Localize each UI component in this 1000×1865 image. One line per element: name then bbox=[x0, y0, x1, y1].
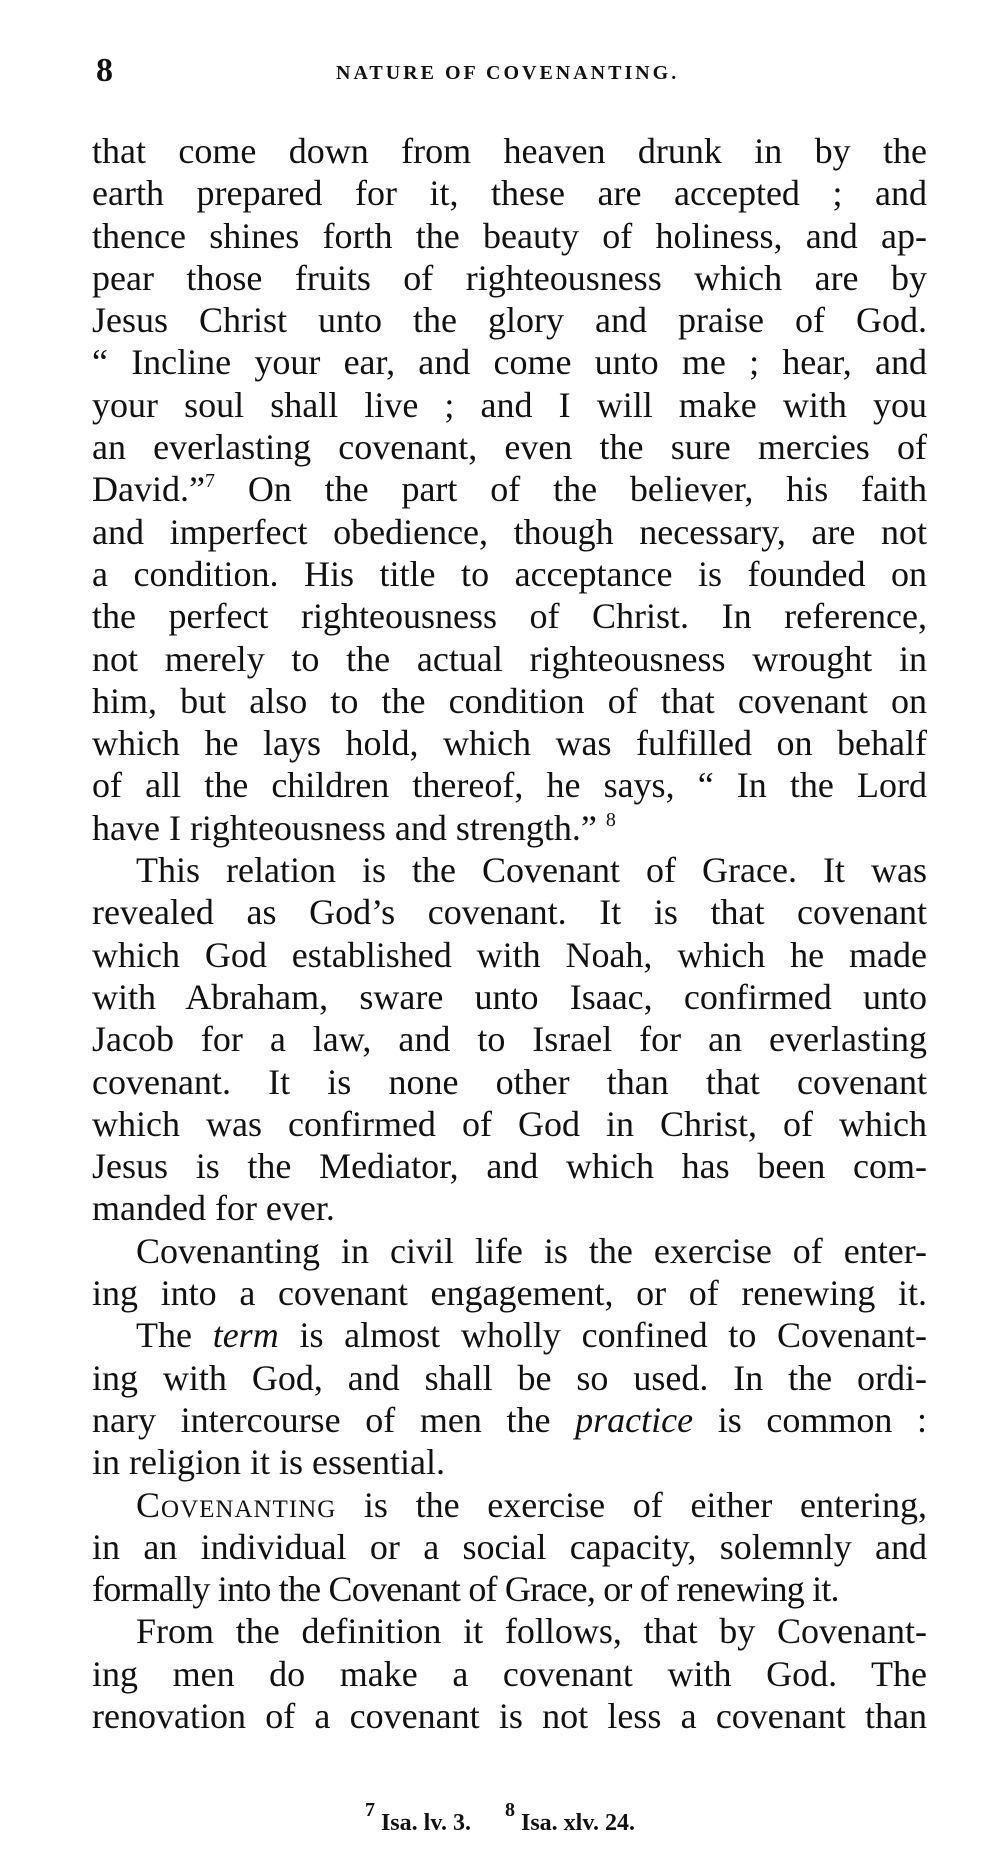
text-line: manded for ever. bbox=[92, 1188, 335, 1229]
text-line: Jesus Christ unto the glory and praise of God. bbox=[92, 300, 927, 341]
text-line: renovation of a covenant is not less a covenant than bbox=[92, 1695, 927, 1736]
text-line: Jacob for a law, and to Israel for an everlasting bbox=[92, 1019, 927, 1060]
text-line: “ Incline your ear, and come unto me ; hear, and bbox=[92, 342, 927, 383]
text-fragment: On the part of the believer, his faith bbox=[247, 469, 928, 510]
text-line-with-footnote-8 bbox=[92, 807, 927, 849]
text-line: a condition. His title to acceptance is founded on bbox=[92, 553, 927, 594]
text-line: that come down from heaven drunk in by the bbox=[92, 131, 927, 171]
text-line: revealed as God’s covenant. It is that covenant bbox=[92, 892, 927, 933]
page-number: 8 bbox=[96, 52, 113, 89]
text-line: the perfect righteousness of Christ. In reference, bbox=[92, 596, 927, 637]
text-fragment: is the exercise of either entering, bbox=[363, 1484, 927, 1525]
page-header bbox=[96, 52, 926, 92]
text-line: which he lays hold, which was fulfilled on behalf bbox=[92, 723, 927, 764]
definition-start bbox=[92, 1484, 927, 1526]
footnote-ref-8: 8 bbox=[605, 808, 616, 831]
text-line: of all the children thereof, he says, “ In the Lord bbox=[92, 765, 927, 806]
text-line-with-footnote-7 bbox=[92, 468, 927, 510]
text-line: him, but also to the condition of that covenant on bbox=[92, 680, 927, 721]
text-line: Jesus is the Mediator, and which has been com- bbox=[92, 1146, 927, 1187]
practice-emphasis: practice bbox=[575, 1399, 694, 1440]
footnotes bbox=[0, 1799, 1000, 1837]
text-line: earth prepared for it, these are accepted ; and bbox=[92, 173, 927, 214]
the-word: The bbox=[136, 1315, 192, 1356]
text-line: formally into the Covenant of Grace, or of renewing it. bbox=[92, 1569, 839, 1610]
text-line: which God established with Noah, which he made bbox=[92, 934, 927, 975]
covenanting-smallcaps: Covenanting bbox=[136, 1484, 337, 1525]
paragraph-start: Covenanting in civil life is the exercise of enter- bbox=[136, 1230, 927, 1271]
text-fragment: nary intercourse of men the bbox=[92, 1399, 551, 1440]
text-line: your soul shall live ; and I will make with you bbox=[92, 384, 927, 425]
text-line: ing into a covenant engagement, or of renewing it. bbox=[92, 1273, 927, 1314]
footnote-8: Isa. xlv. 24. bbox=[521, 1810, 636, 1836]
text-line: covenant. It is none other than that covenant bbox=[92, 1061, 927, 1102]
text-line: pear those fruits of righteousness which are by bbox=[92, 257, 927, 298]
text-line: an everlasting covenant, even the sure mercies of bbox=[92, 427, 927, 468]
footnote-ref-7: 7 bbox=[204, 470, 215, 493]
term-emphasis: term bbox=[212, 1315, 279, 1356]
text-fragment: is common : bbox=[717, 1399, 928, 1440]
text-line: ing with God, and shall be so used. In the ordi- bbox=[92, 1357, 927, 1398]
text-line: in an individual or a social capacity, solemnly and bbox=[92, 1526, 927, 1567]
text-line: which was confirmed of God in Christ, of which bbox=[92, 1103, 927, 1144]
text-line: thence shines forth the beauty of holiness, and ap- bbox=[92, 215, 927, 256]
paragraph-start: From the definition it follows, that by Covenant- bbox=[136, 1611, 927, 1652]
david-word: David.” bbox=[92, 469, 205, 510]
text-line: ing men do make a covenant with God. The bbox=[92, 1653, 927, 1694]
running-head: NATURE OF COVENANTING. bbox=[336, 62, 680, 84]
text-line-practice bbox=[92, 1399, 927, 1441]
text-line: and imperfect obedience, though necessary, are not bbox=[92, 511, 927, 552]
paragraph-start-term bbox=[92, 1314, 927, 1356]
text-fragment: have I righteousness and strength.” bbox=[92, 807, 597, 848]
footnote-marker-8: 8 bbox=[505, 1799, 515, 1821]
text-line: not merely to the actual righteousness wrought in bbox=[92, 638, 927, 679]
text-line: with Abraham, sware unto Isaac, confirmed unto bbox=[92, 976, 927, 1017]
text-line: in religion it is essential. bbox=[92, 1442, 445, 1483]
text-fragment: is almost wholly confined to Covenant- bbox=[299, 1315, 928, 1356]
footnote-marker-7: 7 bbox=[364, 1799, 375, 1821]
body-text bbox=[92, 130, 927, 1737]
paragraph-start: This relation is the Covenant of Grace. It was bbox=[136, 850, 927, 891]
footnote-7: Isa. lv. 3. bbox=[380, 1810, 471, 1836]
